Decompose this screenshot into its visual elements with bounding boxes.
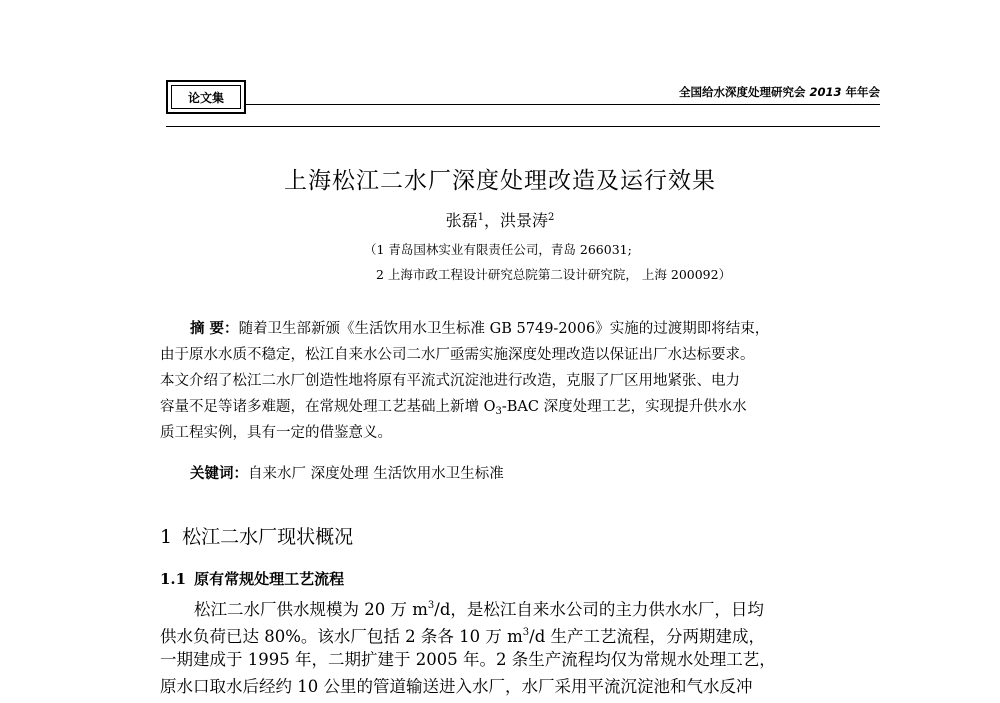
- body-line: 供水负荷已达 80%。该水厂包括 2 条各 10 万 $m^3/d$ 生产工艺流程，分两期建成，: [160, 627, 766, 646]
- abstract-line: 本文介绍了松江二水厂创造性地将原有平流式沉淀池进行改造，克服了厂区用地紧张、电力: [160, 373, 740, 389]
- keywords-label: 关键词：: [190, 466, 248, 482]
- abstract-line: 由于原水水质不稳定，松江自来水公司二水厂亟需实施深度处理改造以保证出厂水达标要求。: [160, 347, 755, 363]
- section-heading: 1 松江二水厂现状概况: [160, 526, 354, 548]
- keywords-text: 自来水厂 深度处理 生活饮用水卫生标准: [248, 466, 504, 482]
- section-label: 论文集: [171, 85, 241, 109]
- abstract-line: 容量不足等诸多难题，在常规处理工艺基础上新增 $O_3$-BAC 深度处理工艺，实现提升供水水: [160, 399, 747, 417]
- section-label-box: [166, 80, 246, 114]
- header-rule-bottom: [166, 126, 880, 127]
- header-rule-top: [246, 104, 880, 105]
- abstract-line: 质工程实例，具有一定的借鉴意义。: [160, 425, 392, 441]
- body-line: 松江二水厂供水规模为 20 万 $m^3/d$，是松江自来水公司的主力供水水厂，日均: [194, 600, 764, 619]
- abstract-line: 摘 要：随着卫生部新颁《生活饮用水卫生标准 GB 5749-2006》实施的过渡期即将结束，: [190, 321, 770, 337]
- conference-header: 全国给水深度处理研究会 2013 年年会: [678, 85, 880, 99]
- affiliation-1: （1 青岛国林实业有限责任公司，青岛 266031;: [364, 242, 632, 257]
- paper-title: 上海松江二水厂深度处理改造及运行效果: [284, 168, 716, 194]
- author-line: 张磊$^1$，洪景涛$^2$: [445, 211, 555, 230]
- abstract-label: 摘 要：: [190, 321, 239, 337]
- body-line: 一期建成于 1995 年，二期扩建于 2005 年。2 条生产流程均仅为常规水处理工艺，: [160, 650, 776, 669]
- author-name: 张磊: [445, 211, 478, 230]
- body-line: 原水口取水后经约 10 公里的管道输送进入水厂，水厂采用平流沉淀池和气水反冲: [160, 677, 753, 696]
- affiliation-2: 2 上海市政工程设计研究总院第二设计研究院， 上海 200092）: [376, 267, 732, 282]
- author-name: 洪景涛: [500, 211, 549, 230]
- subsection-heading: 1.1 原有常规处理工艺流程: [160, 570, 345, 588]
- keywords: [190, 462, 504, 483]
